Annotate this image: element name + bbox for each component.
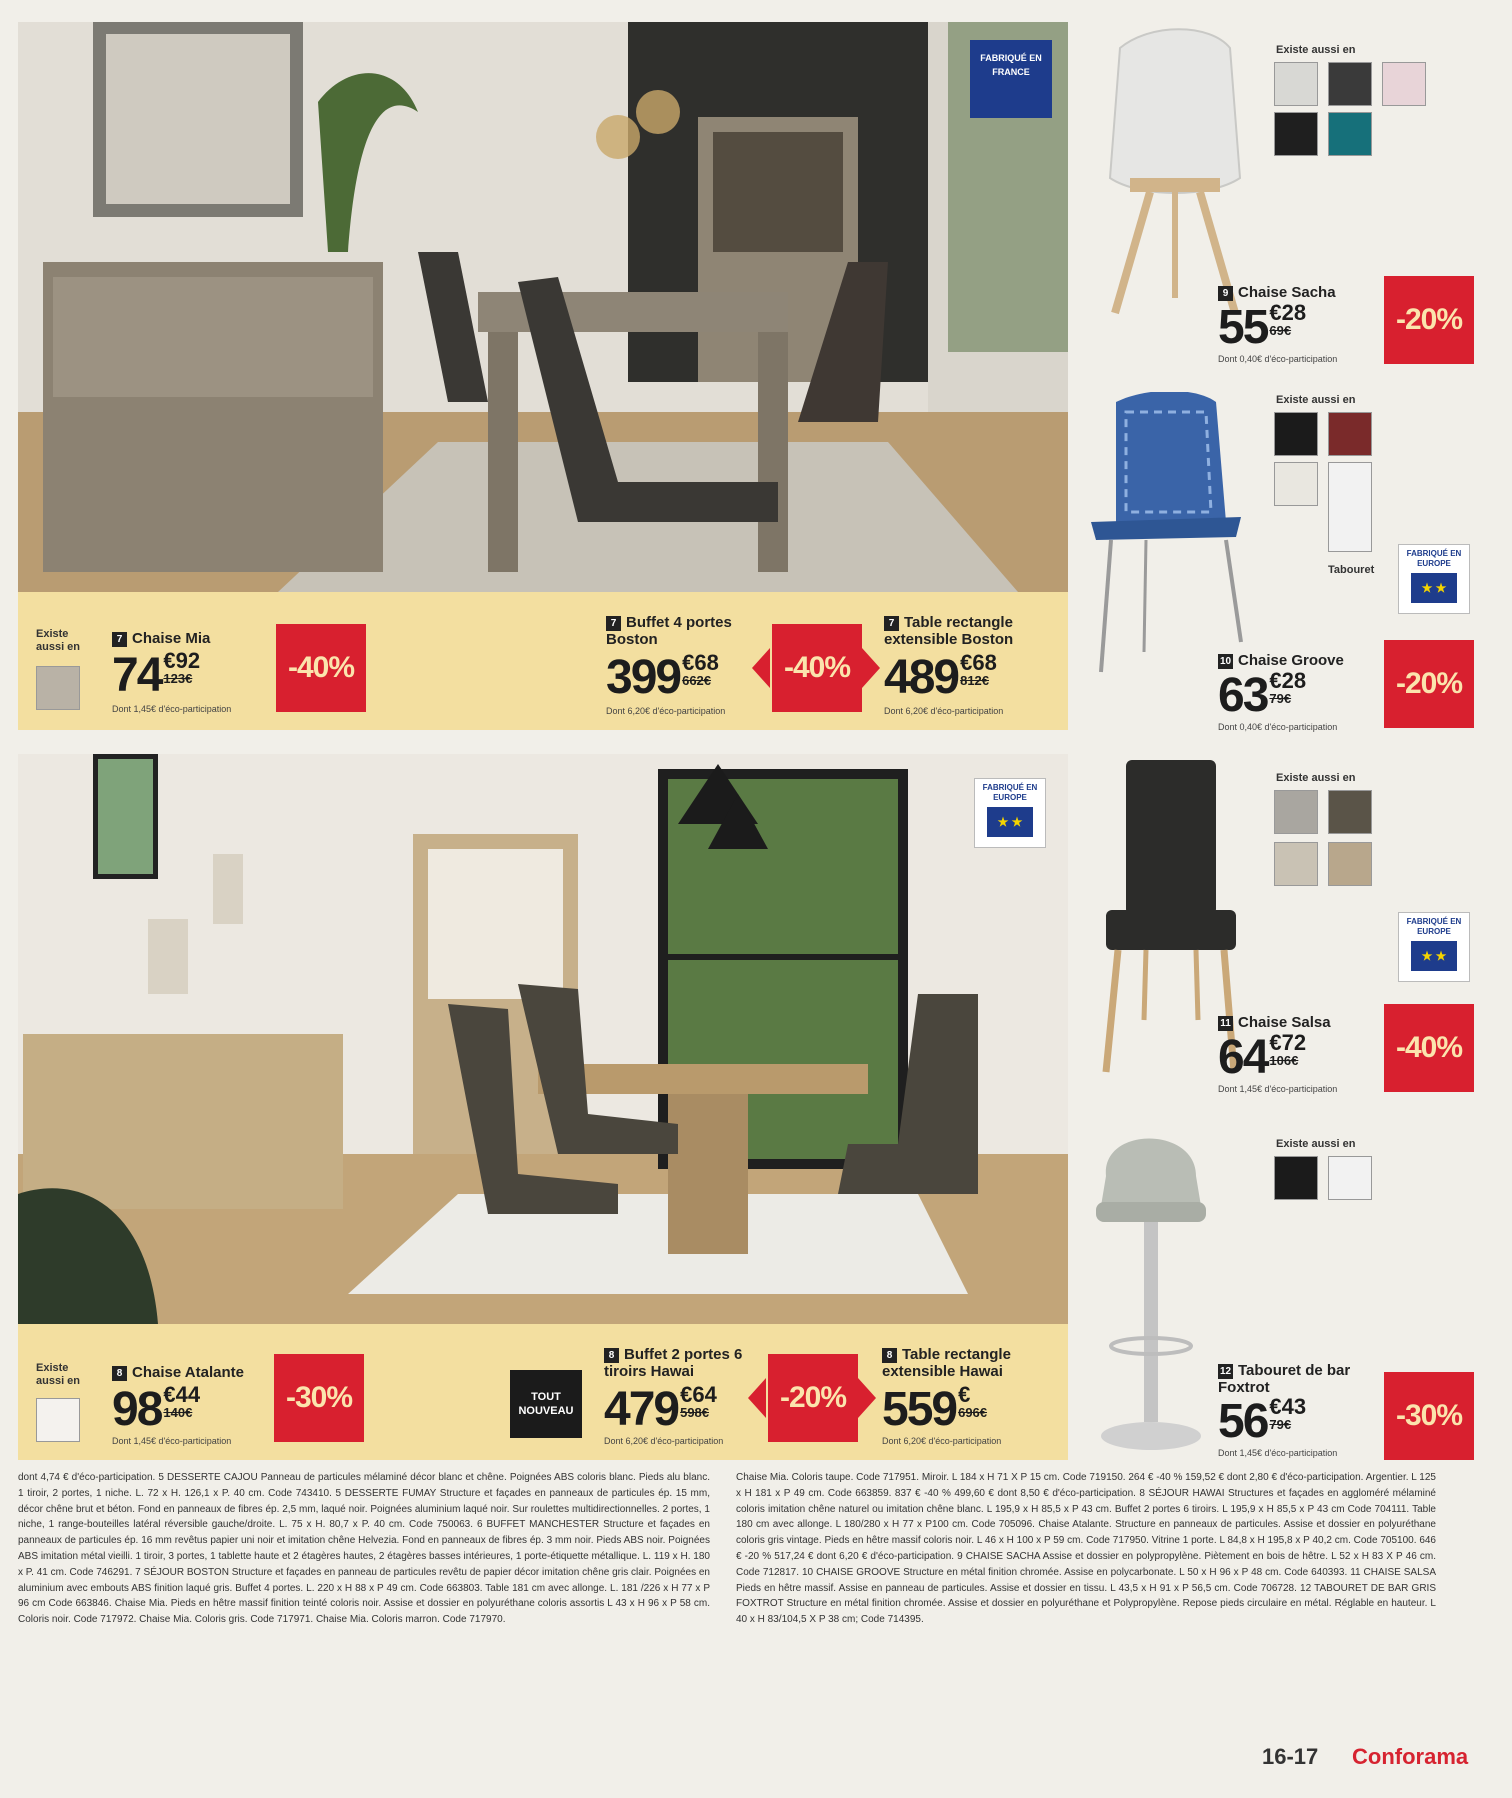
table-hawai-title xyxy=(882,1346,1062,1380)
foxtrot-old-price: 79€ xyxy=(1269,1417,1292,1432)
atalante-name: Chaise Atalante xyxy=(132,1364,244,1381)
eu-stars-icon-2: ★ ★ xyxy=(1411,573,1457,603)
conforama-logo: Conforama xyxy=(1352,1744,1469,1769)
discount-arrow-left-icon-2 xyxy=(748,1378,766,1418)
atalante-color-swatch[interactable] xyxy=(36,1398,80,1442)
sacha-chair-image xyxy=(1090,28,1260,318)
buffet-hawai-price-euros: 479 xyxy=(604,1383,679,1436)
buffet-boston-price-cents: €68 xyxy=(682,650,719,675)
table-boston-price xyxy=(884,650,997,704)
foxtrot-swatch-2[interactable] xyxy=(1328,1156,1372,1200)
buffet-hawai-old-price: 598€ xyxy=(680,1405,710,1420)
foxtrot-name: Tabouret de bar Foxtrot xyxy=(1218,1362,1351,1396)
table-hawai-name: Table rectangle extensible Hawai xyxy=(882,1346,1011,1380)
sacha-old-price: 69€ xyxy=(1269,323,1292,338)
mia-color-swatch[interactable] xyxy=(36,666,80,710)
foxtrot-price-euros: 56 xyxy=(1218,1395,1268,1448)
foxtrot-eco-participation: Dont 1,45€ d'éco-participation xyxy=(1218,1448,1338,1458)
sacha-swatch-4[interactable] xyxy=(1274,112,1318,156)
sacha-discount-badge: -20% xyxy=(1384,276,1474,364)
sacha-price-cents: €28 xyxy=(1269,300,1307,325)
table-boston-price-cents: €68 xyxy=(960,650,997,675)
made-in-europe-text-3: FABRIQUÉ EN EUROPE xyxy=(1406,917,1462,936)
sacha-swatch-2[interactable] xyxy=(1328,62,1372,106)
buffet-boston-price xyxy=(606,650,719,704)
foxtrot-price xyxy=(1218,1394,1307,1448)
groove-swatch-3[interactable] xyxy=(1274,462,1318,506)
table-hawai-old-price: 696€ xyxy=(958,1405,988,1420)
groove-exists-label: Existe aussi en xyxy=(1276,394,1356,406)
sacha-title xyxy=(1218,284,1336,301)
table-hawai-price-euros: 559 xyxy=(882,1383,957,1436)
sacha-price-euros: 55 xyxy=(1218,301,1268,354)
boston-discount-badge: -40% xyxy=(772,624,862,712)
sacha-price xyxy=(1218,300,1307,354)
sacha-swatch-3[interactable] xyxy=(1382,62,1426,106)
table-hawai-price-cents: € xyxy=(958,1382,971,1407)
page-numbers: 16-17 xyxy=(1262,1744,1319,1769)
groove-old-price: 79€ xyxy=(1269,691,1292,706)
atalante-price-cents: €44 xyxy=(163,1382,201,1407)
foxtrot-discount-badge: -30% xyxy=(1384,1372,1474,1460)
groove-swatch-2[interactable] xyxy=(1328,412,1372,456)
made-in-europe-badge-1 xyxy=(974,778,1046,848)
buffet-boston-title xyxy=(606,614,756,648)
made-in-europe-badge-2 xyxy=(1398,544,1470,614)
table-boston-price-euros: 489 xyxy=(884,651,959,704)
atalante-discount-badge: -30% xyxy=(274,1354,364,1442)
groove-swatch-1[interactable] xyxy=(1274,412,1318,456)
discount-arrow-right-icon xyxy=(862,648,880,688)
salsa-price xyxy=(1218,1030,1307,1084)
salsa-title xyxy=(1218,1014,1331,1031)
buffet-hawai-number-badge: 8 xyxy=(604,1348,619,1363)
foxtrot-title xyxy=(1218,1362,1378,1396)
table-hawai-eco-participation: Dont 6,20€ d'éco-participation xyxy=(882,1436,1002,1446)
atalante-number-badge: 8 xyxy=(112,1366,127,1381)
groove-chair-image xyxy=(1086,392,1256,677)
buffet-hawai-price-cents: €64 xyxy=(680,1382,717,1407)
salsa-price-cents: €72 xyxy=(1269,1030,1307,1055)
eu-stars-icon-3: ★ ★ xyxy=(1411,941,1457,971)
table-boston-name: Table rectangle extensible Boston xyxy=(884,614,1014,648)
table-boston-eco-participation: Dont 6,20€ d'éco-participation xyxy=(884,706,1004,716)
made-in-europe-text-2: FABRIQUÉ EN EUROPE xyxy=(1406,549,1462,568)
eu-stars-icon: ★ ★ xyxy=(987,807,1033,837)
foxtrot-number-badge: 12 xyxy=(1219,1366,1232,1377)
buffet-hawai-eco-participation: Dont 6,20€ d'éco-participation xyxy=(604,1436,724,1446)
salsa-eco-participation: Dont 1,45€ d'éco-participation xyxy=(1218,1084,1338,1094)
salsa-swatch-3[interactable] xyxy=(1274,842,1318,886)
buffet-hawai-price xyxy=(604,1382,717,1436)
salsa-discount-badge: -40% xyxy=(1384,1004,1474,1092)
buffet-boston-number-badge: 7 xyxy=(606,616,621,631)
buffet-boston-name: Buffet 4 portes Boston xyxy=(606,614,732,648)
groove-price-euros: 63 xyxy=(1218,669,1268,722)
groove-price-cents: €28 xyxy=(1269,668,1307,693)
mia-price xyxy=(112,648,201,702)
legal-text-right: Chaise Mia. Coloris taupe. Code 717951. Miroir. L 184 x H 71 X P 15 cm. Code 719150. 264 € -40 % 159,52 € dont 2,80 € d'éco-participation. Argentier. L 125 x H 181 x P 49 cm. Code 663859. 837 € -40 % 499,60 € dont 8,50 € d'éco-participation. 8 SÉJOUR HAWAI Structures et façades en aggloméré mélaminé coloris imitation chêne naturel ou imitation chêne blanc. L 195,9 x H 85,5 x P 43 cm. Buffet 2 portes 6 tiroirs. L 195,9 x H 85,5 x P 43 cm Code 704111. Table 180 cm avec allonge. L 180/280 x H 77 x P100 cm. Code 705096. Chaise Atalante. Structure en panneaux de particules. Assise et dossier en polyuréthane coloris gris vintage. Pieds en hêtre massif coloris noir. L 46 x H 100 x P 59 cm. Code 717950. Vitrine 1 porte. L 84,8 x H 195,8 x P 40,2 cm. Code 705100. 646 € -20 % 517,24 € dont 6,20 € d'éco-participation. 9 CHAISE SACHA Assise et dossier en polypropylène. Piètement en bois de hêtre. L 52 x H 83 X P 46 cm. Code 712817. 10 CHAISE GROOVE Structure en métal finition chromée. Assise en polycarbonate. L 50 x H 96 x P 48 cm. Code 640393. 11 CHAISE SALSA Pieds en hêtre massif. Assise en panneau de particules. Assise et dossier en tissu. L 43,5 x H 91 x P 56,5 cm. Code 706728. 12 TABOURET DE BAR GRIS FOXTROT Structure en métal finition chromée. Assise et dossier en polyuréthane et Polypropylène. Repose pieds circulaire en métal. Réglable en hauteur. L 40 x H 83/104,5 X P 38 cm; Code 714395. xyxy=(736,1472,1436,1626)
salsa-name: Chaise Salsa xyxy=(1238,1014,1331,1031)
atalante-old-price: 140€ xyxy=(163,1405,193,1420)
mia-old-price: 123€ xyxy=(163,671,193,686)
mia-price-cents: €92 xyxy=(163,648,201,673)
hawai-room-photo xyxy=(18,754,1068,1324)
sacha-swatch-1[interactable] xyxy=(1274,62,1318,106)
tabouret-label: Tabouret xyxy=(1328,564,1375,576)
mia-price-euros: 74 xyxy=(112,649,162,702)
salsa-number-badge: 11 xyxy=(1218,1016,1233,1031)
groove-price xyxy=(1218,668,1307,722)
sacha-number-badge: 9 xyxy=(1218,286,1233,301)
atalante-eco-participation: Dont 1,45€ d'éco-participation xyxy=(112,1436,232,1446)
groove-number-badge: 10 xyxy=(1219,656,1232,667)
made-in-europe-text-1: FABRIQUÉ EN EUROPE xyxy=(982,783,1038,802)
atalante-price xyxy=(112,1382,201,1436)
made-in-france-badge xyxy=(970,40,1052,118)
salsa-old-price: 106€ xyxy=(1269,1053,1299,1068)
groove-eco-participation: Dont 0,40€ d'éco-participation xyxy=(1218,722,1338,732)
mia-exists-label: Existe aussi en xyxy=(36,628,81,653)
atalante-price-euros: 98 xyxy=(112,1383,162,1436)
mia-eco-participation: Dont 1,45€ d'éco-participation xyxy=(112,704,232,714)
groove-name: Chaise Groove xyxy=(1238,652,1344,669)
table-hawai-price xyxy=(882,1382,988,1436)
groove-discount-badge: -20% xyxy=(1384,640,1474,728)
buffet-hawai-name: Buffet 2 portes 6 tiroirs Hawai xyxy=(604,1346,743,1380)
groove-stool-swatch[interactable] xyxy=(1328,462,1372,552)
buffet-boston-eco-participation: Dont 6,20€ d'éco-participation xyxy=(606,706,726,716)
mia-discount-badge: -40% xyxy=(276,624,366,712)
foxtrot-swatch-1[interactable] xyxy=(1274,1156,1318,1200)
discount-arrow-left-icon xyxy=(752,648,770,688)
hawai-discount-badge: -20% xyxy=(768,1354,858,1442)
table-boston-number-badge: 7 xyxy=(884,616,899,631)
buffet-hawai-title xyxy=(604,1346,764,1380)
salsa-swatch-2[interactable] xyxy=(1328,790,1372,834)
salsa-price-euros: 64 xyxy=(1218,1031,1268,1084)
sacha-swatch-5[interactable] xyxy=(1328,112,1372,156)
table-boston-old-price: 812€ xyxy=(960,673,990,688)
salsa-swatch-4[interactable] xyxy=(1328,842,1372,886)
salsa-exists-label: Existe aussi en xyxy=(1276,772,1356,784)
legal-text-left: dont 4,74 € d'éco-participation. 5 DESSERTE CAJOU Panneau de particules mélaminé décor blanc et chêne. Poignées ABS coloris blanc. Pieds alu blanc. 1 tiroir, 2 portes, 1 niche. L. 72 x H. 126,1 x P. 40 cm. Code 743410. 5 DESSERTE FUMAY Structure et façades en panneaux de particules ép. 15 mm, décor chêne brut et béton. Fond en panneaux de fibres ép. 2,5 mm, laqué noir. Poignées aluminium laqué noir. Sur roulettes multidirectionnelles. 2 portes, 1 niche, 1 range-bouteilles latéral réversible gauche/droite. L. 75 x H. 80,7 x P. 40 cm. Code 750063. 6 BUFFET MANCHESTER Structure et façades en panneaux de particules ép. 16 mm revêtus papier uni noir et imitation chêne Helvezia. Fond en panneaux de fibres ép. 3 mm noir. Pieds ABS noir. Poignées ABS imitation métal vieilli. 1 tiroir, 3 portes, 1 tablette haute et 2 étagères hautes, 2 étagères basses intérieures, 1 porte-étiquette métallique. L. 119 x H. 180 x P. 41 cm. Code 746291. 7 SÉJOUR BOSTON Structure et façades en panneau de particules revêtu de papier décor imitation chêne gris clair. Poignées en aluminium avec embouts ABS finition laqué gris. Buffet 4 portes. L. 220 x H 88 x P 49 cm. Code 663803. Table 181 cm avec allonge. L. 181 /226 x H 77 x P 96 cm Code 663846. Chaise Mia. Pieds en hêtre massif finition teinté coloris noir. Assise et dossier en polyuréthane coloris assortis L 43 x H 96 x P 58 cm. Coloris noir. Code 717972. Chaise Mia. Coloris gris. Code 717971. Chaise Mia. Coloris marron. Code 717970. xyxy=(18,1472,710,1626)
made-in-europe-badge-3 xyxy=(1398,912,1470,982)
buffet-boston-price-euros: 399 xyxy=(606,651,681,704)
sacha-name: Chaise Sacha xyxy=(1238,284,1336,301)
discount-arrow-right-icon-2 xyxy=(858,1378,876,1418)
atalante-title xyxy=(112,1364,244,1381)
made-in-france-text: FABRIQUÉ EN FRANCE xyxy=(980,53,1042,77)
foxtrot-price-cents: €43 xyxy=(1269,1394,1307,1419)
mia-name: Chaise Mia xyxy=(132,630,211,647)
foxtrot-stool-image xyxy=(1086,1116,1216,1456)
sacha-eco-participation: Dont 0,40€ d'éco-participation xyxy=(1218,354,1338,364)
salsa-swatch-1[interactable] xyxy=(1274,790,1318,834)
table-hawai-number-badge: 8 xyxy=(882,1348,897,1363)
mia-title xyxy=(112,630,210,647)
sacha-exists-label: Existe aussi en xyxy=(1276,44,1356,56)
mia-number-badge: 7 xyxy=(112,632,127,647)
new-product-badge: TOUT NOUVEAU xyxy=(510,1370,582,1438)
atalante-exists-label: Existe aussi en xyxy=(36,1362,81,1387)
groove-title xyxy=(1218,652,1344,669)
foxtrot-exists-label: Existe aussi en xyxy=(1276,1138,1356,1150)
table-boston-title xyxy=(884,614,1064,648)
hawai-room-illustration xyxy=(18,754,1068,1324)
boston-room-photo xyxy=(18,22,1068,592)
buffet-boston-old-price: 662€ xyxy=(682,673,712,688)
boston-room-illustration xyxy=(18,22,1068,592)
